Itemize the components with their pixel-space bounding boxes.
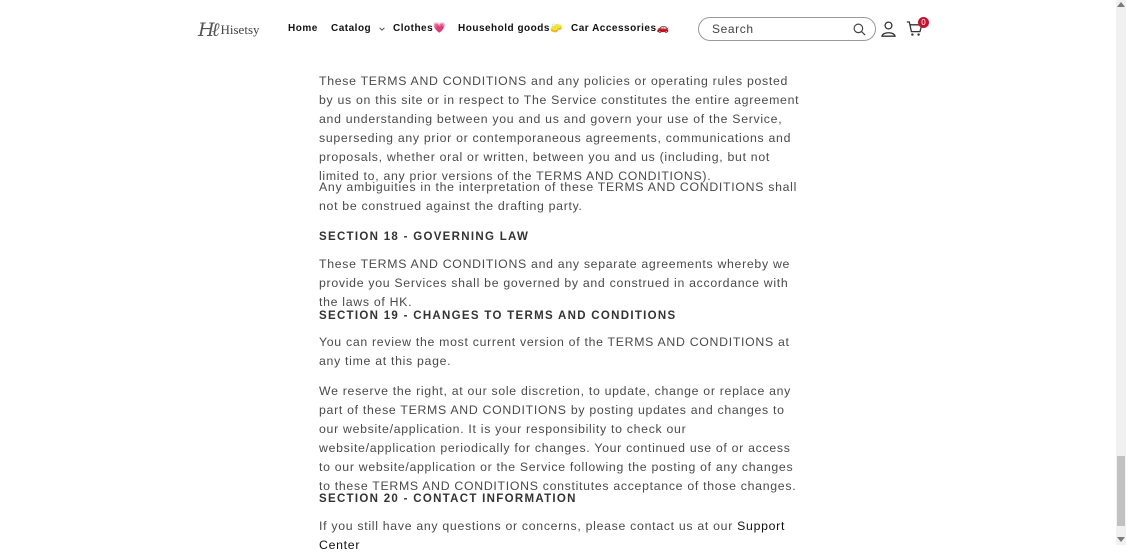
search-icon[interactable] [853, 23, 866, 36]
nav-car-accessories[interactable] [571, 23, 669, 34]
search-input[interactable] [712, 22, 842, 36]
search-box [698, 17, 876, 41]
scrollbar-thumb[interactable] [1117, 456, 1125, 526]
nav-home[interactable] [288, 23, 318, 34]
site-logo[interactable] [198, 19, 260, 41]
vertical-scrollbar[interactable] [1116, 0, 1126, 545]
terms-paragraph: Any ambiguities in the interpretation of these TERMS AND CONDITIONS shall not be construed against the drafting party. [319, 180, 798, 213]
scroll-down-arrow-icon[interactable] [1117, 537, 1125, 542]
chevron-down-icon [379, 26, 385, 32]
contact-paragraph [319, 517, 801, 555]
nav-catalog[interactable] [331, 23, 385, 34]
support-center-link[interactable]: Support Center [319, 519, 786, 552]
nav-home-label: Home [288, 23, 318, 34]
nav-household-label: Household goods🧽 [458, 23, 563, 34]
section-heading: SECTION 20 - CONTACT INFORMATION [319, 493, 577, 505]
logo-mark-2: ℓ [211, 18, 218, 41]
site-header [0, 0, 1116, 58]
section-heading: SECTION 18 - GOVERNING LAW [319, 231, 530, 243]
terms-paragraph: These TERMS AND CONDITIONS and any separate agreements whereby we provide you Services shall be governed by and construed in accordance with the laws of HK. [319, 257, 791, 309]
logo-mark: H [198, 19, 213, 41]
terms-paragraph: These TERMS AND CONDITIONS and any policies or operating rules posted by us on this site or in respect to The Service constitutes the entire agreement and understanding between you and us and govern your use of the Service, superseding any prior or contemporaneous agreements, communications and proposals, whether oral or written, between you and us (including, but not limited to, any prior versions of the TERMS AND CONDITIONS). [319, 74, 800, 183]
contact-text: If you still have any questions or concerns, please contact us at our [319, 519, 738, 533]
nav-car-label: Car Accessories🚗 [571, 23, 670, 34]
scroll-up-arrow-icon[interactable] [1117, 2, 1125, 7]
terms-paragraph: You can review the most current version of the TERMS AND CONDITIONS at any time at this page. [319, 335, 790, 368]
nav-catalog-label: Catalog [331, 23, 372, 34]
logo-text: Hisetsy [220, 22, 260, 37]
nav-clothes[interactable] [393, 23, 446, 34]
account-icon[interactable] [881, 21, 896, 37]
cart-count-badge: 0 [918, 17, 929, 28]
nav-clothes-label: Clothes💗 [393, 23, 447, 34]
section-heading: SECTION 19 - CHANGES TO TERMS AND CONDITIONS [319, 310, 677, 322]
terms-paragraph: We reserve the right, at our sole discretion, to update, change or replace any part of these TERMS AND CONDITIONS by posting updates and changes to our website/application. It is your responsibility to check our website/application periodically for changes. Your continued use of or access to our website/application or the Service following the posting of any changes to these TERMS AND CONDITIONS constitutes acceptance of those changes. [319, 384, 797, 493]
nav-household-goods[interactable] [458, 23, 563, 34]
